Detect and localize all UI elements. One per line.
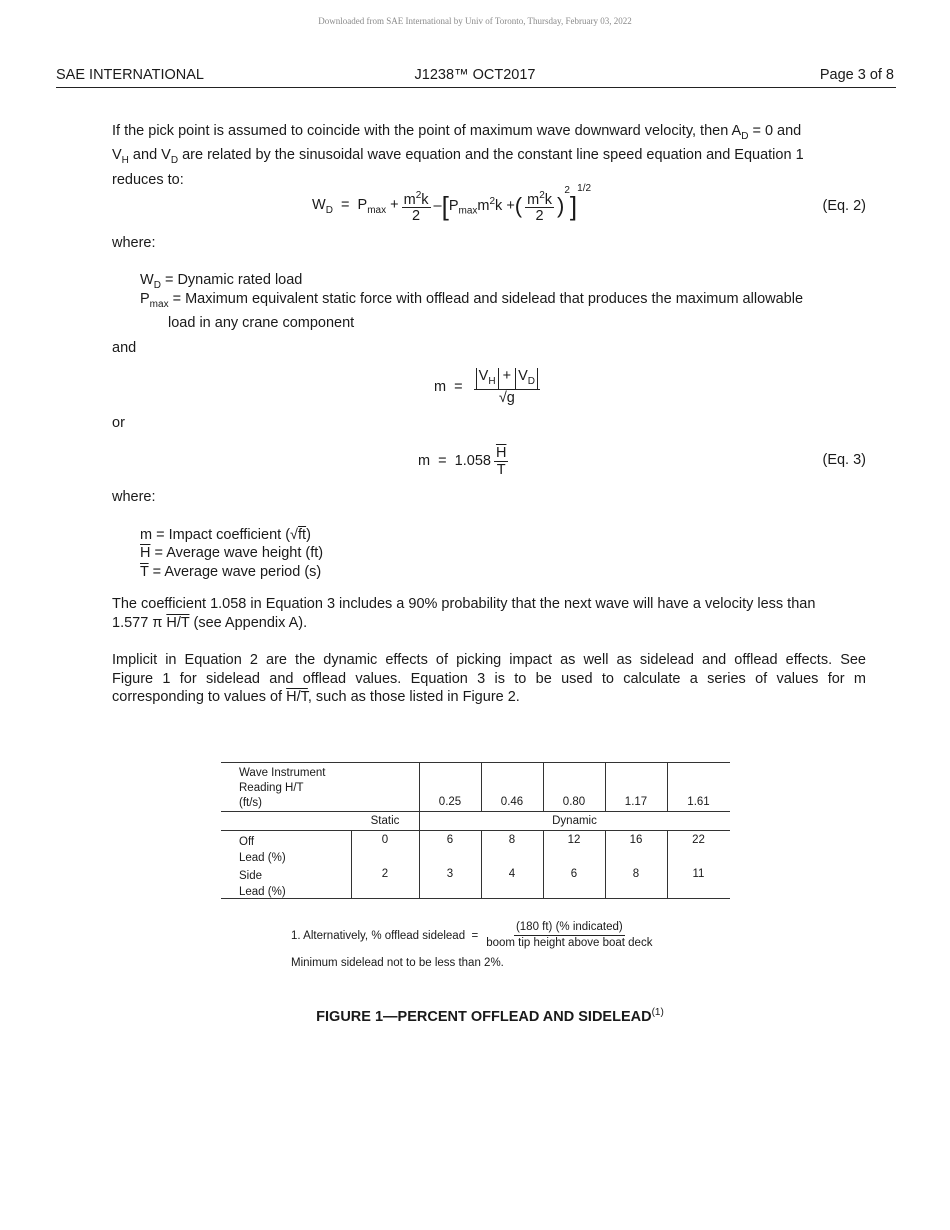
table-footnote-minimum: Minimum sidelead not to be less than 2%.	[291, 957, 504, 969]
table-ht-value: 0.46	[500, 796, 524, 808]
table-rule-bottom	[221, 898, 730, 899]
table-cell: 6	[446, 834, 454, 846]
offlead-sidelead-table	[221, 762, 730, 902]
header-rule	[56, 87, 896, 88]
paragraph-coefficient: The coefficient 1.058 in Equation 3 includes a 90% probability that the next wave will have a velocity less than 1.577 π H/T (see Appendix A).	[112, 596, 816, 631]
and-label: and	[112, 340, 137, 356]
where-label-2: where:	[112, 489, 156, 505]
where-label-1: where:	[112, 235, 156, 251]
equation-3: m = 1.058 $\frac{\overline{H}}{T}$	[418, 444, 507, 478]
table-cell-static: 0	[381, 834, 389, 846]
equation-2: $W_D = P_{max}$ + $\frac{m^2k}{2}$ – [ $P_{max}m^2k$ + ( $\frac{m^2k}{2}$ ) 2 ] 1/2	[312, 183, 592, 225]
download-notice: Downloaded from SAE International by Univ of Toronto, Thursday, February 03, 2022	[318, 16, 632, 26]
table-cell: 12	[567, 834, 581, 846]
table-header-label: Wave Instrument Reading H/T (ft/s)	[239, 767, 326, 809]
table-row-label: Off Lead (%)	[239, 836, 286, 864]
figure-caption: FIGURE 1—PERCENT OFFLEAD AND SIDELEAD$^{(1)}$	[316, 1007, 664, 1025]
or-label: or	[112, 415, 125, 431]
table-rule-subheader	[221, 830, 730, 831]
table-cell: 16	[629, 834, 643, 846]
equation-3-label: (Eq. 3)	[822, 452, 866, 468]
table-ht-value: 1.17	[624, 796, 648, 808]
table-cell: 8	[508, 834, 516, 846]
definition-pmax: $P_{max}$ = Maximum equivalent static force with offlead and sidelead that produces the maximum allowable load in any crane component	[140, 291, 804, 332]
table-ht-value: 0.25	[438, 796, 462, 808]
table-cell-static: 2	[381, 868, 389, 880]
table-ht-value: 0.80	[562, 796, 586, 808]
definition-wave-height: $\overline{H}$ = Average wave height (ft)	[140, 545, 324, 561]
table-rule-top	[221, 762, 730, 763]
table-cell: 4	[508, 868, 516, 880]
definition-wave-period: $\overline{T}$ = Average wave period (s)	[140, 564, 322, 580]
table-cell: 8	[632, 868, 640, 880]
header-document-id: J1238™ OCT2017	[414, 67, 536, 83]
paragraph-pick-point: If the pick point is assumed to coincide with the point of maximum wave downward velocity, then $A_D = 0$ and $V_H$ and $V_D$ are related by the sinusoidal wave equation and the constant line speed equation and Equation 1 reduces to:	[112, 123, 804, 188]
table-static-label: Static	[370, 815, 400, 827]
table-rule-header	[221, 811, 730, 812]
equation-m-velocity: m = $\frac{V_H + V_D}{√g}$	[434, 364, 543, 410]
definition-dynamic-rated-load: $W_D$ = Dynamic rated load	[140, 272, 303, 291]
header-publisher: SAE INTERNATIONAL	[56, 67, 204, 83]
definition-impact-coefficient: m = Impact coefficient (√ft)	[140, 527, 311, 543]
table-cell: 22	[692, 834, 705, 846]
paragraph-implicit: Implicit in Equation 2 are the dynamic effects of picking impact as well as sidelead and offlead effects. See Figure 1 for sidelead and offlead values. Equation 3 is to be used to calculate a series of values for m corresponding to values of H/T, such as those listed in Figure 2.	[112, 652, 866, 705]
equation-2-label: (Eq. 2)	[822, 198, 866, 214]
header-page-number: Page 3 of 8	[819, 67, 894, 83]
table-dynamic-label: Dynamic	[552, 815, 597, 827]
table-cell: 6	[570, 868, 578, 880]
table-ht-value: 1.61	[687, 796, 710, 808]
table-row-label: Side Lead (%)	[239, 870, 286, 898]
table-footnote-formula: 1. Alternatively, % offlead sidelead = $\frac{\text{(180 ft) (\% indicated)}}{\text{boom tip height above boat deck}}$	[291, 921, 653, 949]
table-cell: 11	[692, 868, 705, 880]
table-cell: 3	[446, 868, 454, 880]
